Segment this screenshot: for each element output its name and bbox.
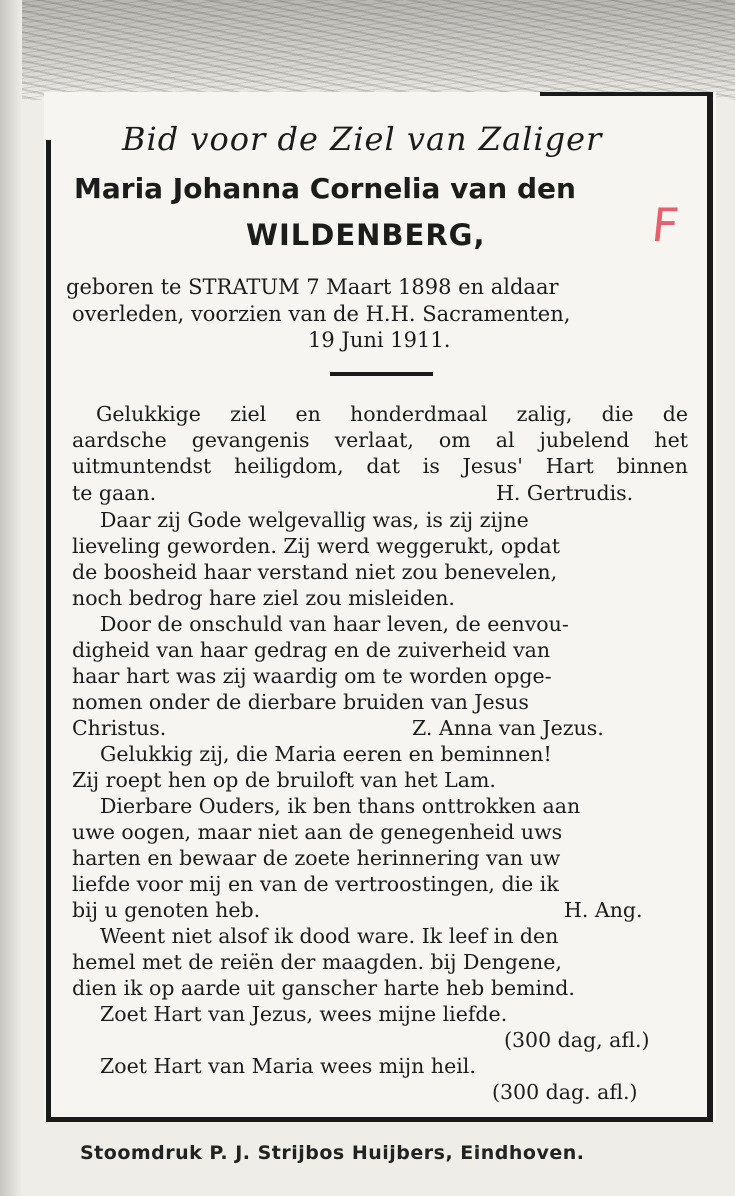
text-line: liefde voor mij en van de vertroostingen, die ik <box>72 872 559 896</box>
text-line: bij u genoten heb. <box>72 898 261 922</box>
text-line: Zoet Hart van Maria wees mijn heil. <box>100 1054 476 1078</box>
birth-line-2: overleden, voorzien van de H.H. Sacramenten, <box>72 302 571 326</box>
text-line: te gaan. <box>72 481 157 505</box>
text-line: Zoet Hart van Jezus, wees mijne liefde. <box>100 1002 508 1026</box>
text-line: Gelukkige ziel en honderdmaal zalig, die de <box>96 402 688 426</box>
text-line: Christus. <box>72 716 167 740</box>
text-line: hemel met de reiën der maagden. bij Dengene, <box>72 950 562 974</box>
text-line: lieveling geworden. Zij werd weggerukt, opdat <box>72 534 560 558</box>
text-line: aardsche gevangenis verlaat, om al jubelend het <box>72 428 688 452</box>
text-line: Zij roept hen op de bruiloft van het Lam. <box>72 768 496 792</box>
printer-imprint: Stoomdruk P. J. Strijbos Huijbers, Eindhoven. <box>80 1142 585 1164</box>
deceased-name-line-2: WILDENBERG, <box>246 218 486 252</box>
attribution: Z. Anna van Jezus. <box>412 716 604 740</box>
text-line: Dierbare Ouders, ik ben thans onttrokken aan <box>100 794 581 818</box>
indulgence-note: (300 dag, afl.) <box>504 1028 650 1052</box>
text-line: de boosheid haar verstand niet zou benevelen, <box>72 560 558 584</box>
divider-rule <box>330 372 433 376</box>
text-line: uwe oogen, maar niet aan de genegenheid uws <box>72 820 563 844</box>
border-line-bottom <box>46 1117 713 1122</box>
paper-stain <box>0 0 735 100</box>
text-line: haar hart was zij waardig om te worden opge- <box>72 664 552 688</box>
deceased-name-line-1: Maria Johanna Cornelia van den <box>74 172 576 205</box>
text-line: Door de onschuld van haar leven, de eenvou- <box>100 612 569 636</box>
text-line: digheid van haar gedrag en de zuiverheid van <box>72 638 551 662</box>
indulgence-note: (300 dag. afl.) <box>492 1080 638 1104</box>
border-line-left <box>46 140 51 1122</box>
prayer-header: Bid voor de Ziel van Zaliger <box>122 120 603 158</box>
text-line: nomen onder de dierbare bruiden van Jesus <box>72 690 529 714</box>
border-line-top <box>540 92 713 96</box>
attribution: H. Gertrudis. <box>496 481 634 505</box>
text-line: Gelukkig zij, die Maria eeren en beminnen! <box>100 742 552 766</box>
border-line-right <box>707 96 713 1118</box>
text-line: Weent niet alsof ik dood ware. Ik leef in den <box>100 924 559 948</box>
text-line: uitmuntendst heiligdom, dat is Jesus' Hart binnen <box>72 454 688 478</box>
text-line: Daar zij Gode welgevallig was, is zij zijne <box>100 508 529 532</box>
text-line: dien ik op aarde uit ganscher harte heb bemind. <box>72 976 575 1000</box>
handwritten-mark: F <box>649 198 682 252</box>
birth-line-1: geboren te STRATUM 7 Maart 1898 en aldaar <box>66 275 559 299</box>
text-line: noch bedrog hare ziel zou misleiden. <box>72 586 455 610</box>
attribution: H. Ang. <box>564 898 643 922</box>
scan-edge <box>0 0 22 1196</box>
text-line: harten en bewaar de zoete herinnering van uw <box>72 846 561 870</box>
death-date: 19 Juni 1911. <box>308 328 451 352</box>
